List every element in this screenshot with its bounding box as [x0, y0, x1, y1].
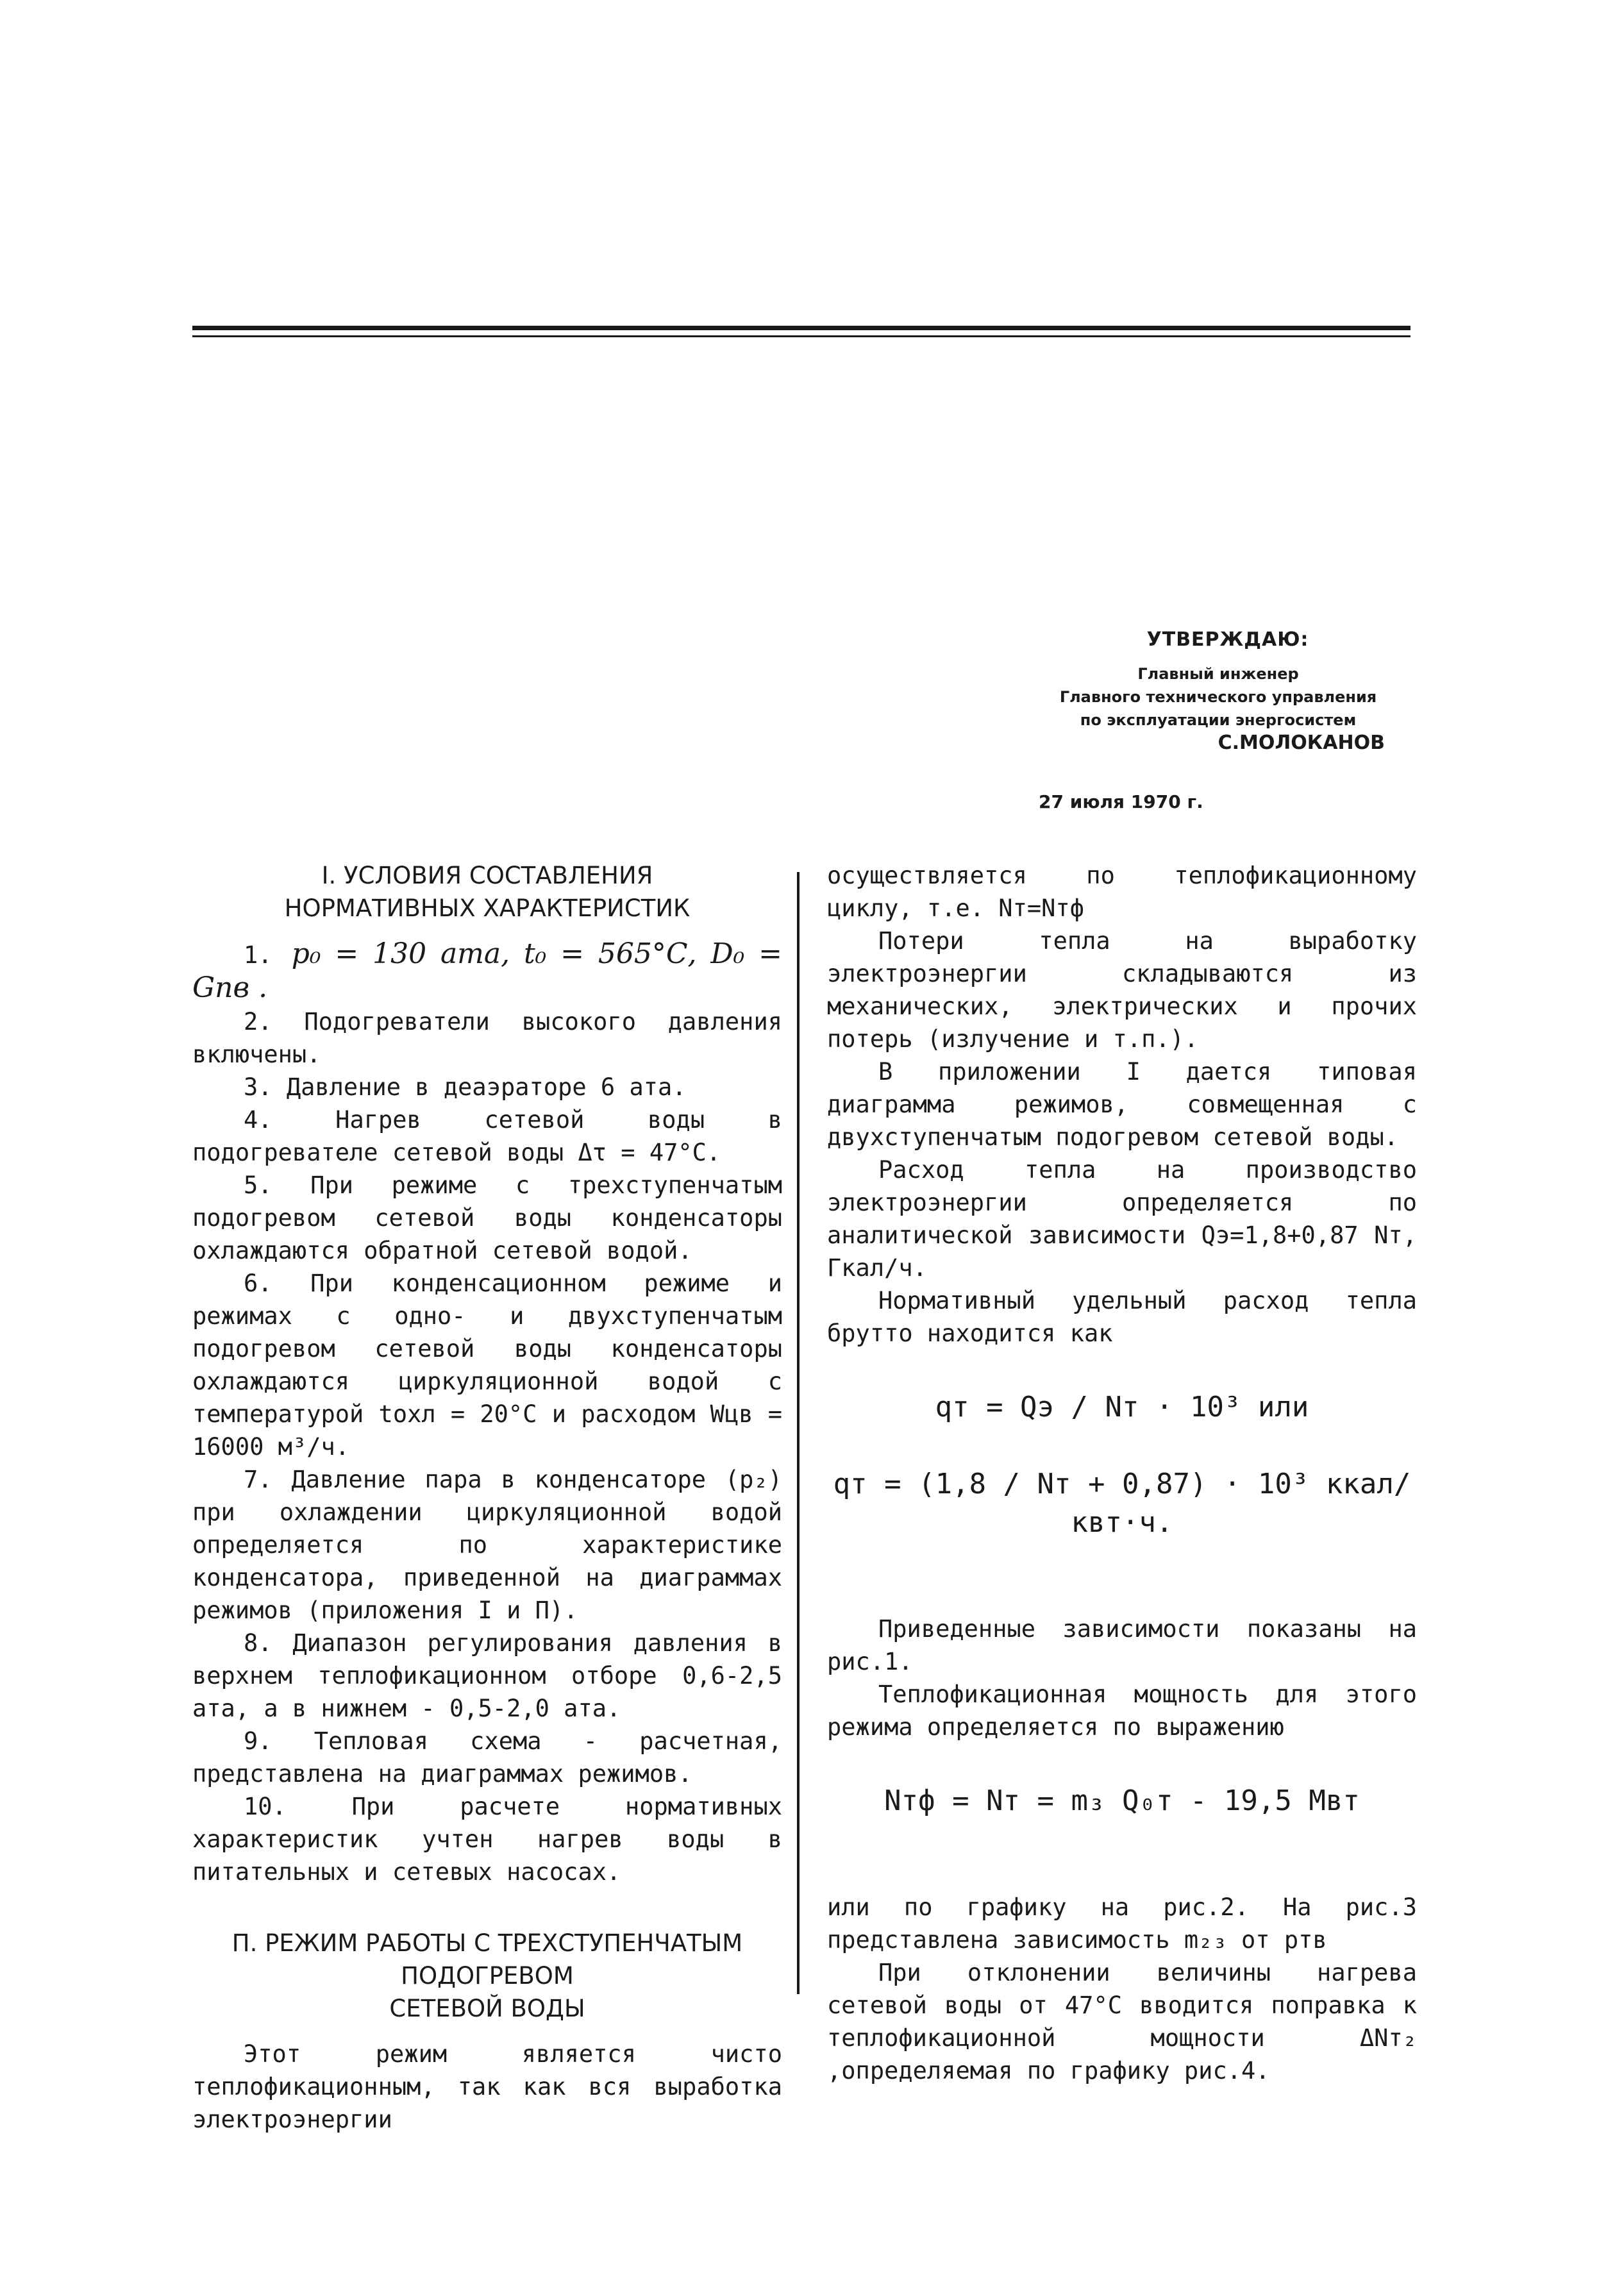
column-divider	[797, 872, 799, 1994]
right-paragraph-2: Потери тепла на выработку электроэнергии складываются из механических, электрических и прочих потерь (излучение и т.п.).	[827, 927, 1417, 1053]
left-column	[192, 859, 782, 2136]
section1-title	[192, 859, 782, 925]
right-paragraph-4: Расход тепла на производство электроэнергии определяется по аналитической зависимости Qэ=1,8+0,87 Nт, Гкал/ч.	[827, 1156, 1417, 1282]
section1-title-line2: НОРМАТИВНЫХ ХАРАКТЕРИСТИК	[284, 894, 691, 922]
item-8: 8. Диапазон регулирования давления в верхнем теплофикационном отборе 0,6-2,5 ата, а в нижнем - 0,5-2,0 ата.	[192, 1629, 782, 1722]
section2-title-line1: П. РЕЖИМ РАБОТЫ С ТРЕХСТУПЕНЧАТЫМ ПОДОГРЕВОМ	[231, 1929, 743, 1990]
formula-heating-power: Nтф = Nт = m₃ Q₀т - 19,5 Мвт	[884, 1784, 1360, 1817]
right-paragraph-7: Теплофикационная мощность для этого режима определяется по выражению	[827, 1681, 1417, 1741]
item-10: 10. При расчете нормативных характеристик учтен нагрев воды в питательных и сетевых насосах.	[192, 1793, 782, 1886]
right-column	[827, 859, 1417, 2087]
formula-specific-heat-2: qт = (1,8 / Nт + 0,87) · 10³ ккал/квт·ч.	[833, 1468, 1411, 1539]
item-9: 9. Тепловая схема - расчетная, представлена на диаграммах режимов.	[192, 1727, 782, 1788]
section1-title-line1: I. УСЛОВИЯ СОСТАВЛЕНИЯ	[321, 862, 653, 889]
approval-date: 27 июля 1970 г.	[1039, 791, 1203, 812]
item-2: 2. Подогреватели высокого давления включены.	[192, 1008, 782, 1068]
right-paragraph-1: осуществляется по теплофикационному циклу, т.е. Nт=Nтф	[827, 862, 1417, 922]
item-1	[192, 937, 782, 1005]
item-7: 7. Давление пара в конденсаторе (p₂) при охлаждении циркуляционной водой определяется по характеристике конденсатора, приведенной на диаграммах режимов (приложения I и П).	[192, 1466, 782, 1624]
right-paragraph-3: В приложении I дается типовая диаграмма режимов, совмещенная с двухступенчатым подогревом сетевой воды.	[827, 1058, 1417, 1151]
top-rule-thick	[192, 326, 1411, 330]
item-6: 6. При конденсационном режиме и режимах с одно- и двухступенчатым подогревом сетевой воды конденсаторы охлаждаются циркуляционной водой с температурой tохл = 20°С и расходом Wцв = 16000 м³/ч.	[192, 1270, 782, 1461]
section2-title	[192, 1927, 782, 2025]
right-paragraph-9: При отклонении величины нагрева сетевой воды от 47°С вводится поправка к теплофикационной мощности ΔNт₂ ,определяемая по графику рис.4.	[827, 1959, 1417, 2084]
item-1-formula: p₀ = 130 ата, t₀ = 565°С, D₀ = Gпв .	[192, 937, 783, 1004]
item-5: 5. При режиме с трехступенчатым подогревом сетевой воды конденсаторы охлаждаются обратной сетевой водой.	[192, 1171, 782, 1264]
right-paragraph-6: Приведенные зависимости показаны на рис.1.	[827, 1615, 1417, 1675]
approval-line3: по эксплуатации энергосистем	[1080, 711, 1357, 729]
right-paragraph-8: или по графику на рис.2. На рис.3 представлена зависимость m₂₃ от pтв	[827, 1893, 1417, 1954]
approval-name: С.МОЛОКАНОВ	[1218, 732, 1385, 754]
item-4: 4. Нагрев сетевой воды в подогревателе сетевой воды Δτ = 47°С.	[192, 1106, 782, 1166]
top-rule-thin	[192, 335, 1411, 337]
section2-title-line2: СЕТЕВОЙ ВОДЫ	[389, 1995, 585, 2022]
approval-title: УТВЕРЖДАЮ:	[1146, 628, 1309, 651]
item-3: 3. Давление в деаэраторе 6 ата.	[244, 1073, 687, 1101]
formula-specific-heat-1: qт = Qэ / Nт · 10³ или	[935, 1391, 1309, 1423]
approval-stamp	[1026, 628, 1411, 812]
approval-line2: Главного технического управления	[1059, 688, 1377, 706]
right-paragraph-5: Нормативный удельный расход тепла брутто находится как	[827, 1287, 1417, 1347]
item-1-number: 1.	[244, 941, 272, 969]
section2-paragraph: Этот режим является чисто теплофикационным, так как вся выработка электроэнергии	[192, 2040, 782, 2133]
approval-line1: Главный инженер	[1137, 665, 1299, 683]
